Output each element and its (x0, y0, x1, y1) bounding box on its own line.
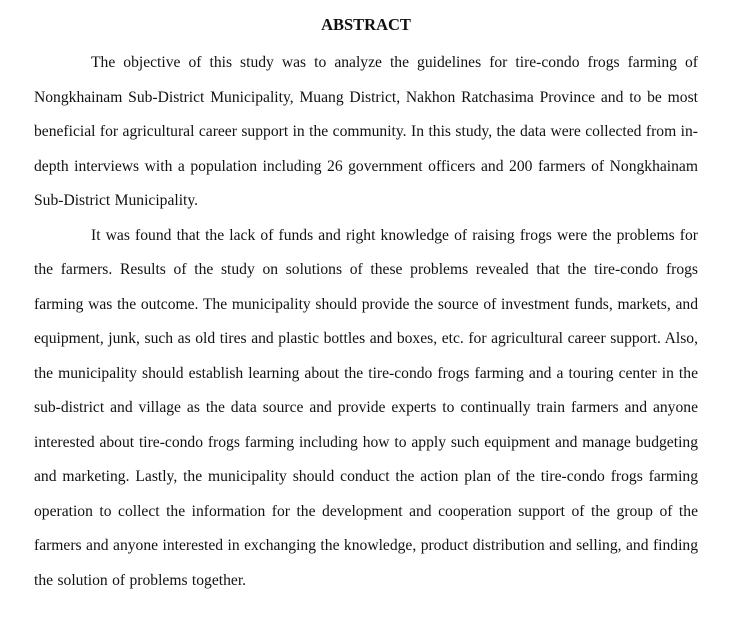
abstract-page (34, 12, 698, 598)
abstract-title: ABSTRACT (321, 15, 411, 34)
abstract-paragraph-2: It was found that the lack of funds and right knowledge of raising frogs were the problems for the farmers. Results of the study on solutions of these problems revealed that the tire-condo frogs farming was the outcome. The municipality should provide the source of investment funds, markets, and equipment, junk, such as old tires and plastic bottles and boxes, etc. for agricultural career support. Also, the municipality should establish learning about the tire-condo frogs farming and a touring center in the sub-district and village as the data source and provide experts to continually train farmers and anyone interested about tire-condo frogs farming including how to apply such equipment and manage budgeting and marketing. Lastly, the municipality should conduct the action plan of the tire-condo frogs farming operation to collect the information for the development and cooperation support of the group of the farmers and anyone interested in exchanging the knowledge, product distribution and selling, and finding the solution of problems together. (34, 226, 698, 589)
abstract-paragraph-1: The objective of this study was to analyze the guidelines for tire-condo frogs farming of Nongkhainam Sub-District Municipality, Muang District, Nakhon Ratchasima Province and to be most beneficial for agricultural career support in the community. In this study, the data were collected from in-depth interviews with a population including 26 government officers and 200 farmers of Nongkhainam Sub-District Municipality. (34, 54, 698, 209)
